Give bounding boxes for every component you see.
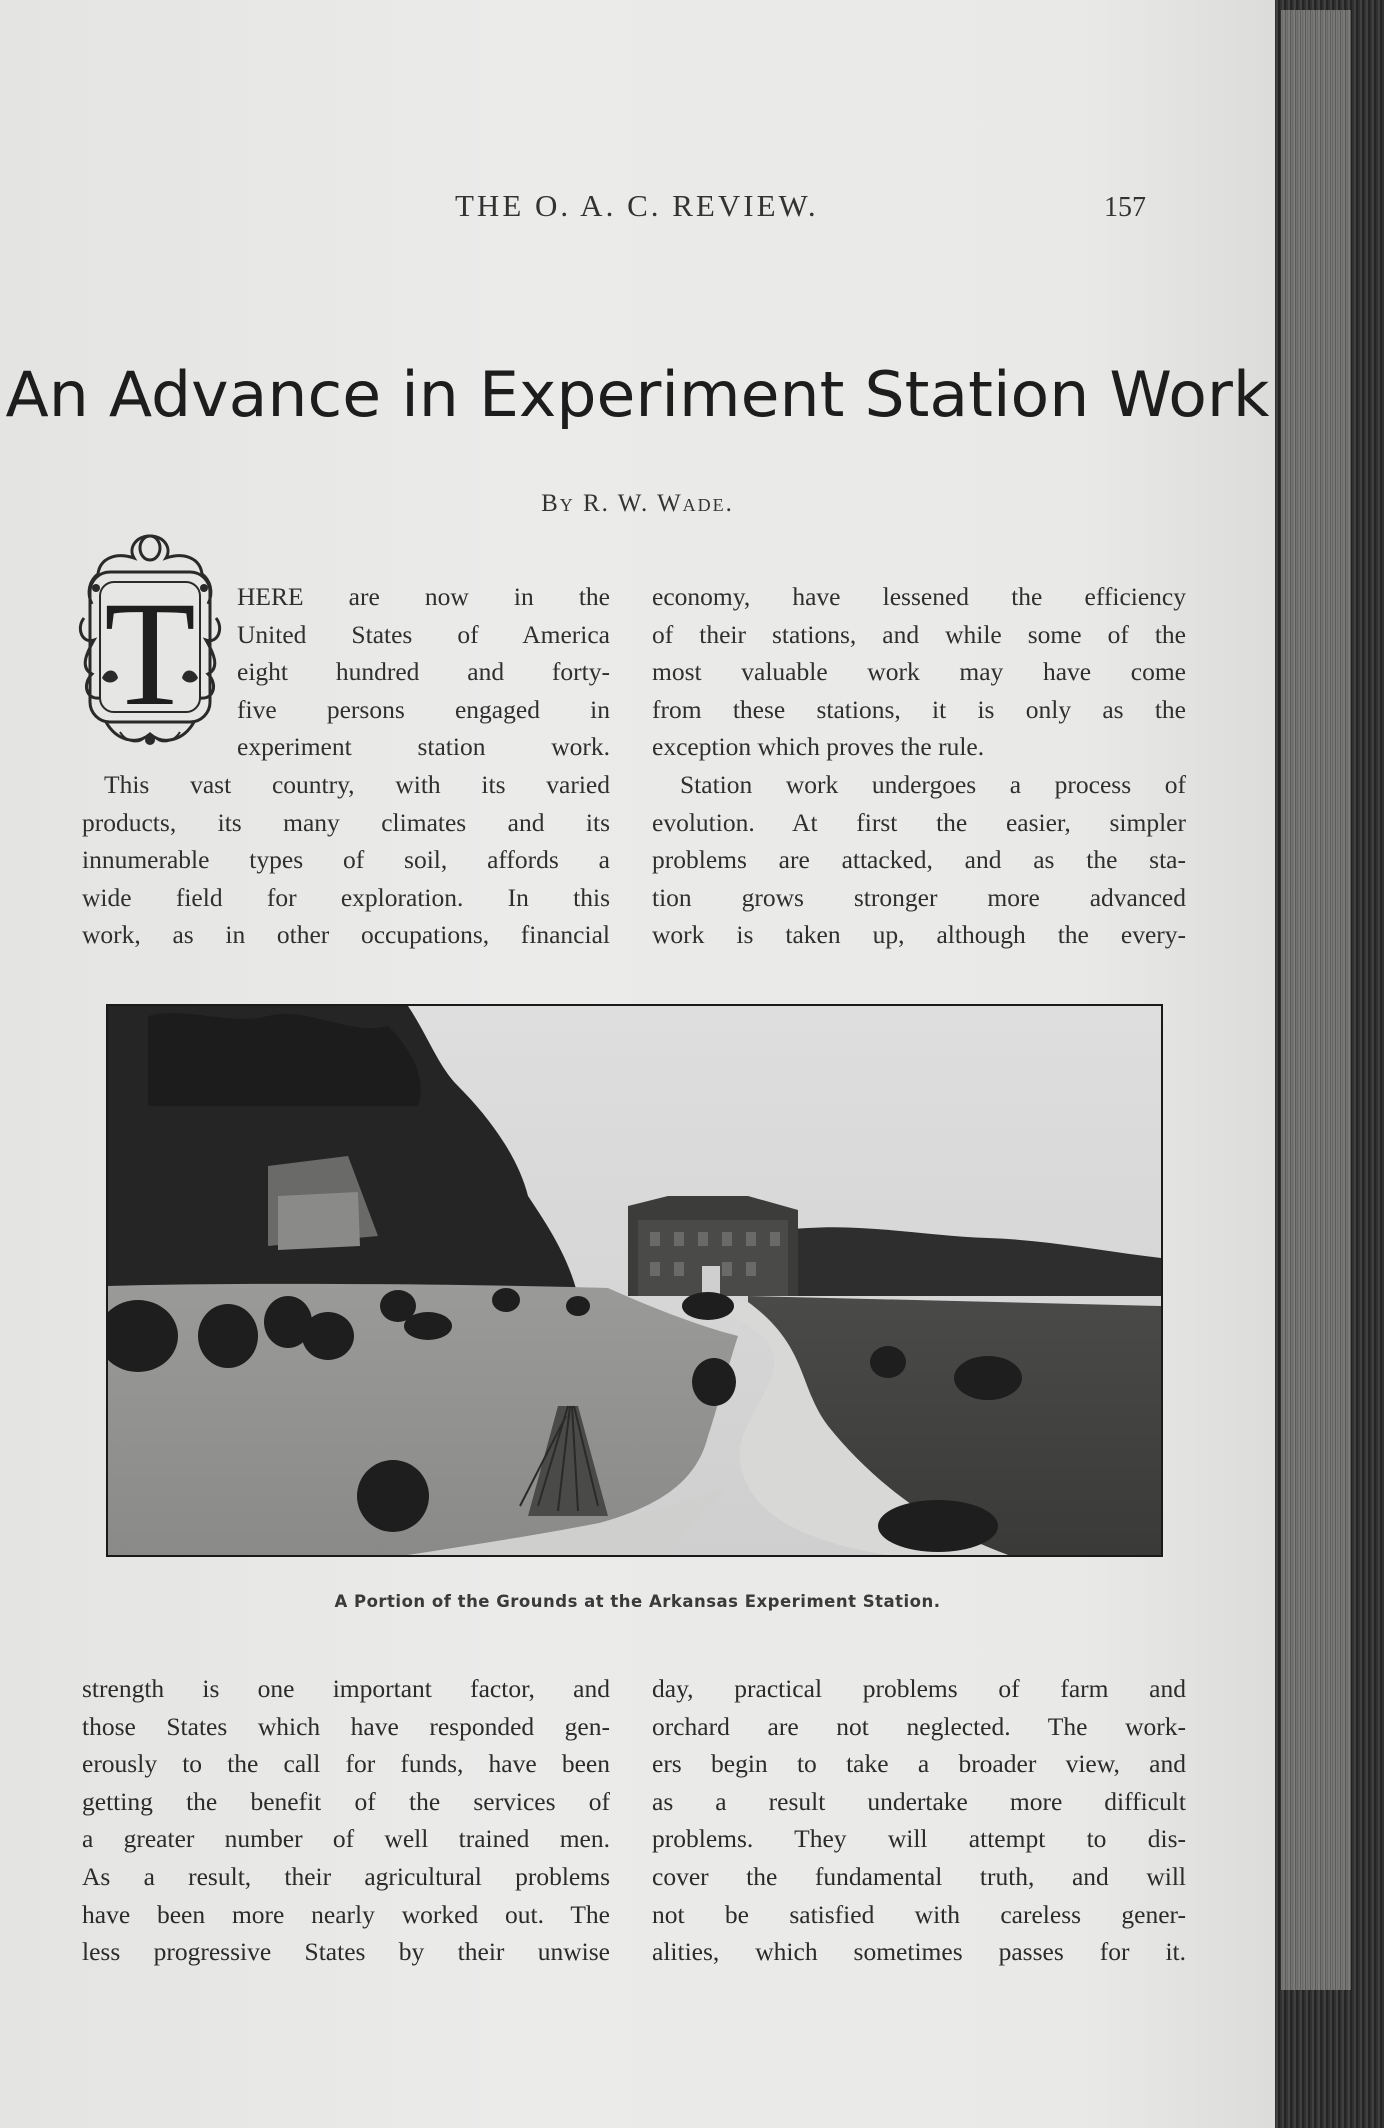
text-line: from these stations, it is only as the: [652, 694, 1186, 724]
text-line: products, its many climates and its: [82, 807, 610, 837]
text-line: not be satisfied with careless gener-: [652, 1899, 1186, 1929]
text-line: have been more nearly worked out. The: [82, 1899, 610, 1929]
text-line: most valuable work may have come: [652, 657, 1186, 687]
photo-caption: A Portion of the Grounds at the Arkansas Experiment Station.: [334, 1592, 941, 1611]
text-line: economy, have lessened the efficiency: [652, 582, 1186, 611]
running-title: THE O. A. C. REVIEW.: [455, 188, 819, 223]
text-line: those States which have responded gen-: [82, 1711, 610, 1741]
text-line: problems are attacked, and as the sta-: [652, 845, 1186, 875]
text-line: wide field for exploration. In this: [82, 882, 610, 912]
byline: [0, 490, 1275, 518]
photo-illustration: [108, 1006, 1161, 1555]
station-grounds-photo: [106, 1004, 1163, 1557]
page-stack: [1281, 10, 1351, 1990]
text-line: day, practical problems of farm and: [652, 1674, 1186, 1703]
text-line: work is taken up, although the every-: [652, 920, 1186, 950]
text-line: as a result undertake more difficult: [652, 1786, 1186, 1816]
text-line: getting the benefit of the services of: [82, 1786, 610, 1816]
text-line: problems. They will attempt to dis-: [652, 1824, 1186, 1854]
text-line: ers begin to take a broader view, and: [652, 1749, 1186, 1779]
text-line: a greater number of well trained men.: [82, 1824, 610, 1854]
text-line: experiment station work.: [237, 732, 610, 762]
text-line: As a result, their agricultural problems: [82, 1861, 610, 1891]
byline-author: R. W. Wade.: [583, 490, 734, 517]
text-line: innumerable types of soil, affords a: [82, 845, 610, 875]
text-line: tion grows stronger more advanced: [652, 882, 1186, 912]
page-header: [0, 188, 1275, 228]
text-line: less progressive States by their unwise: [82, 1937, 610, 1967]
text-line: of their stations, and while some of the: [652, 619, 1186, 649]
article-title: An Advance in Experiment Station Work: [5, 358, 1270, 431]
byline-prefix: By: [541, 490, 575, 517]
text-line: cover the fundamental truth, and will: [652, 1861, 1186, 1891]
drop-cap-letter-text: T: [104, 571, 196, 737]
station-building: [628, 1196, 798, 1296]
text-line: HERE are now in the: [237, 582, 610, 611]
book-page-edges: [1275, 0, 1384, 2128]
text-line: alities, which sometimes passes for it.: [652, 1937, 1186, 1967]
text-line: work, as in other occupations, financial: [82, 920, 610, 950]
left-column-top: [82, 578, 610, 954]
text-line: erously to the call for funds, have been: [82, 1749, 610, 1779]
drop-cap-wrap-lines: [237, 578, 610, 766]
page-number: 157: [1104, 192, 1146, 223]
right-column-top: [652, 578, 1186, 954]
text-line: This vast country, with its varied: [104, 769, 610, 799]
right-column-bottom: [652, 1670, 1186, 1971]
text-line: evolution. At first the easier, simpler: [652, 807, 1186, 837]
text-line: exception which proves the rule.: [652, 732, 985, 762]
text-line: orchard are not neglected. The work-: [652, 1711, 1186, 1741]
text-line: Station work undergoes a process of: [680, 769, 1186, 799]
text-line: five persons engaged in: [237, 694, 610, 724]
text-line: eight hundred and forty-: [237, 657, 610, 687]
left-column-bottom: [82, 1670, 610, 1971]
text-line: United States of America: [237, 619, 610, 649]
text-line: strength is one important factor, and: [82, 1674, 610, 1703]
